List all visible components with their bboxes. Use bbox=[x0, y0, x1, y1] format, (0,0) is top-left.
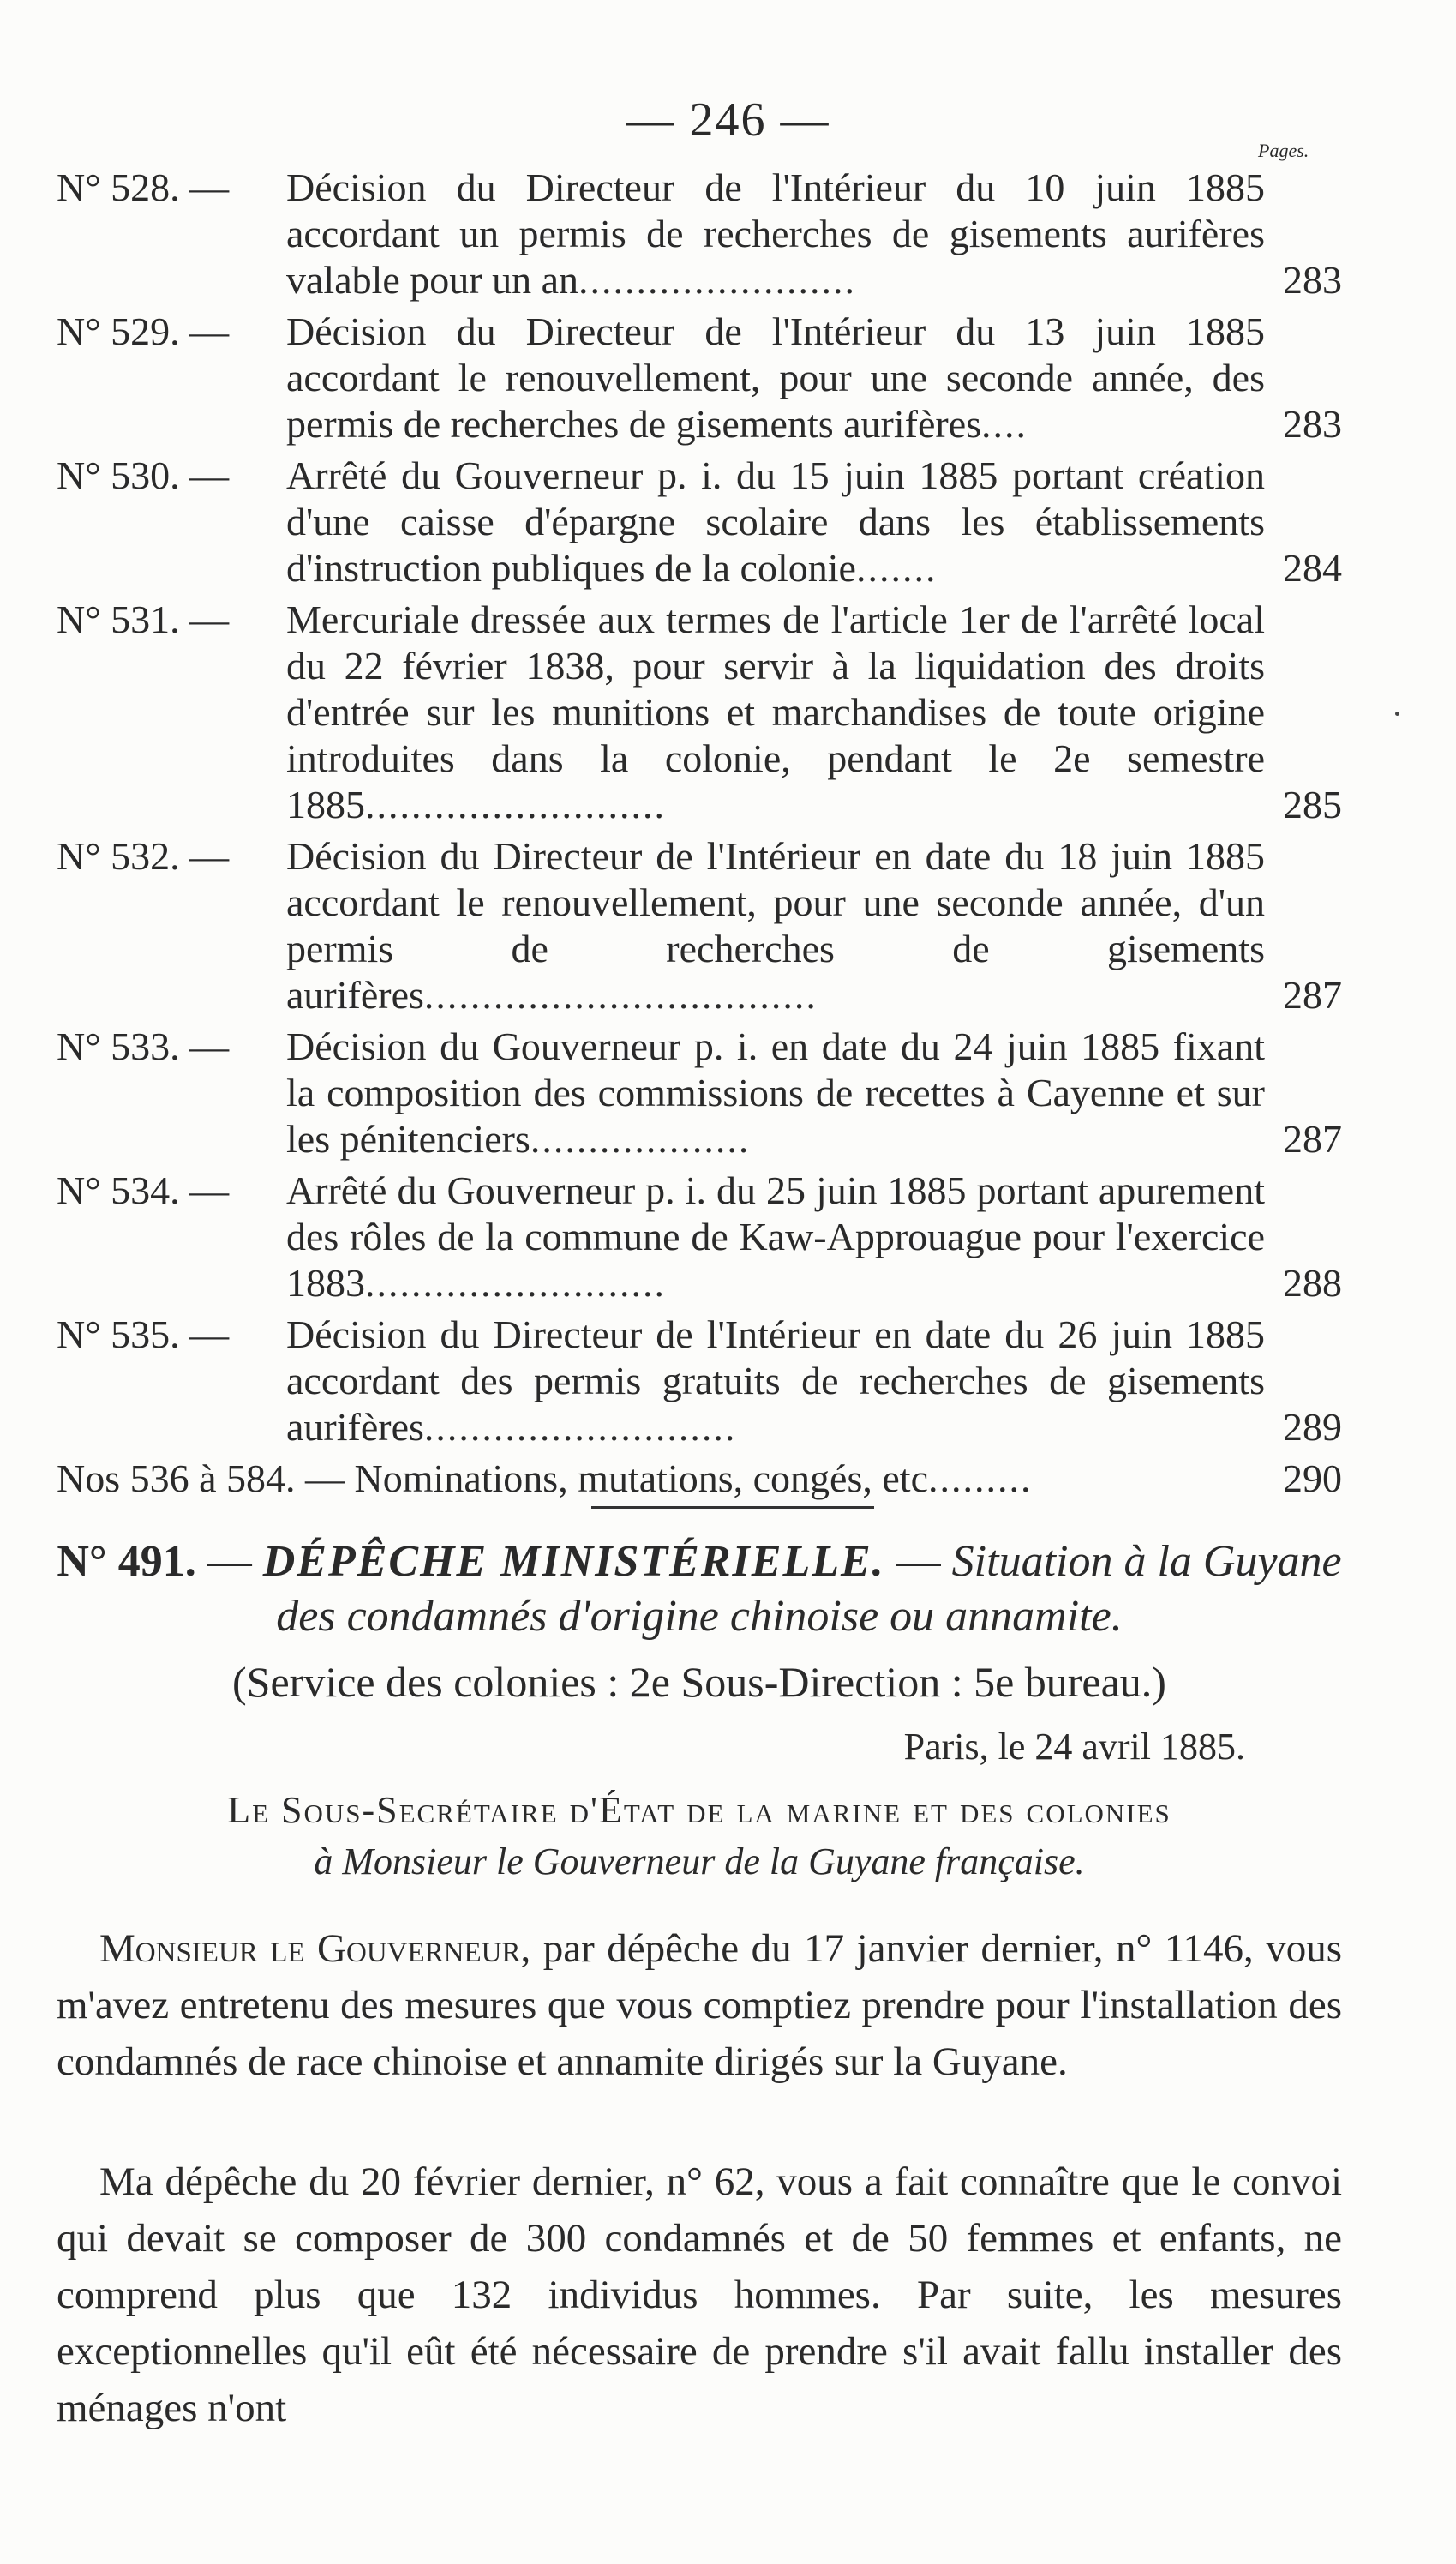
toc-entry-text: Arrêté du Gouverneur p. i. du 15 juin 1885 portant création d'une caisse d'épargne scolaire dans les établissements d'instruction publiques de la colonie bbox=[286, 453, 1265, 590]
dispatch-heading bbox=[57, 1534, 1342, 1644]
toc-entry-page: 284 bbox=[1283, 546, 1342, 590]
toc-entry-number: N° 532. — bbox=[57, 834, 230, 878]
toc-entry-leader: ......... bbox=[928, 1456, 1033, 1500]
toc-entry bbox=[57, 833, 1342, 1018]
toc-entry bbox=[57, 1024, 1342, 1162]
toc-entry-text: Décision du Gouverneur p. i. en date du 24 juin 1885 fixant la composition des commissions de recettes à Cayenne et sur les pénitenciers bbox=[286, 1024, 1265, 1161]
address-to: à Monsieur le Gouverneur de la Guyane française. bbox=[314, 1840, 1085, 1882]
address-block bbox=[57, 1785, 1342, 1888]
toc-entry-text: Nos 536 à 584. — Nominations, mutations, congés, etc bbox=[57, 1456, 928, 1500]
toc-entry-text: Décision du Directeur de l'Intérieur du 13 juin 1885 accordant le renouvellement, pour une seconde année, des permis de recherches de gisements aurifères bbox=[286, 309, 1265, 446]
page-folio: — 246 — bbox=[626, 93, 830, 147]
address-from: Le Sous-Secrétaire d'État de la marine et des colonies bbox=[227, 1789, 1171, 1831]
toc-entry-text: Décision du Directeur de l'Intérieur en date du 26 juin 1885 accordant des permis gratuits de recherches de gisements aurifères bbox=[286, 1312, 1265, 1449]
toc-entry-number: N° 531. — bbox=[57, 597, 230, 641]
dispatch-subject: Situation à la Guyane des condamnés d'origine chinoise ou annamite. bbox=[276, 1537, 1342, 1641]
toc-entry-page: 287 bbox=[1283, 973, 1342, 1017]
toc-entry bbox=[57, 1456, 1342, 1502]
toc-entry-page: 289 bbox=[1283, 1405, 1342, 1449]
body-paragraph bbox=[57, 1920, 1342, 2090]
dateline: Paris, le 24 avril 1885. bbox=[903, 1726, 1245, 1768]
toc-entry-number: N° 533. — bbox=[57, 1024, 230, 1068]
toc-entry bbox=[57, 1168, 1342, 1306]
toc-entry-leader: .................................. bbox=[423, 973, 818, 1017]
heading-dash: — bbox=[195, 1537, 263, 1586]
toc-entry-page: 288 bbox=[1283, 1261, 1342, 1305]
toc-entry bbox=[57, 309, 1342, 447]
toc-entry-number: N° 529. — bbox=[57, 309, 230, 353]
toc-entry-number: N° 530. — bbox=[57, 453, 230, 497]
toc-entry-page: 287 bbox=[1283, 1117, 1342, 1161]
toc-entry bbox=[57, 165, 1342, 303]
toc-entry-page: 283 bbox=[1283, 258, 1342, 302]
toc-entry bbox=[57, 453, 1342, 591]
toc-entry-text: Décision du Directeur de l'Intérieur en date du 18 juin 1885 accordant le renouvellement, pour une seconde année, d'un permis de recherches de gisements aurifères bbox=[286, 834, 1265, 1017]
service-line: (Service des colonies : 2e Sous-Direction : 5e bureau.) bbox=[232, 1658, 1166, 1706]
toc-entry-leader: ........................ bbox=[578, 258, 857, 302]
dispatch-title: DÉPÊCHE MINISTÉRIELLE. bbox=[262, 1537, 885, 1586]
toc-entry-leader: .... bbox=[981, 402, 1028, 446]
toc-entry-leader: .......................... bbox=[365, 783, 666, 826]
toc-entry-text: Arrêté du Gouverneur p. i. du 25 juin 1885 portant apurement des rôles de la commune de Kaw-Approuague pour l'exercice 1883 bbox=[286, 1168, 1265, 1305]
toc-entry-page: 285 bbox=[1283, 783, 1342, 826]
print-speck bbox=[1395, 712, 1399, 716]
toc-entry-number: N° 534. — bbox=[57, 1168, 230, 1212]
toc-entry-text: Mercuriale dressée aux termes de l'article 1er de l'arrêté local du 22 février 1838, pour servir à la liquidation des droits d'entrée sur les munitions et marchandises de toute origine introduites dans la colonie, pendant le 2e semestre 1885 bbox=[286, 597, 1265, 826]
section-divider bbox=[591, 1506, 874, 1509]
toc-entry-number: N° 528. — bbox=[57, 165, 230, 209]
dispatch-number: N° 491. bbox=[57, 1537, 196, 1586]
pages-column-label: Pages. bbox=[1258, 140, 1309, 161]
toc-entry-page: 290 bbox=[1283, 1456, 1342, 1500]
toc-entry-leader: ........................... bbox=[423, 1405, 737, 1449]
toc-entry-leader: ....... bbox=[855, 546, 938, 590]
toc-entry-page: 283 bbox=[1283, 402, 1342, 446]
paragraph-text: par dépêche du 17 janvier dernier, n° 1146, vous m'avez entretenu des mesures que vous comptiez prendre pour l'installation des condamnés de race chinoise et annamite dirigés sur la Guyane. bbox=[57, 1926, 1342, 2084]
toc-entry-leader: ................... bbox=[530, 1117, 751, 1161]
salutation: Monsieur le Gouverneur, bbox=[99, 1926, 531, 1971]
toc-entry-leader: .......................... bbox=[365, 1261, 666, 1305]
toc-entry bbox=[57, 1312, 1342, 1450]
heading-dash: — bbox=[884, 1537, 952, 1586]
table-of-contents bbox=[57, 165, 1342, 1507]
toc-entry-text: Décision du Directeur de l'Intérieur du 10 juin 1885 accordant un permis de recherches de gisements aurifères valable pour un an bbox=[286, 165, 1265, 302]
toc-entry bbox=[57, 597, 1342, 828]
toc-entry-number: N° 535. — bbox=[57, 1312, 230, 1356]
body-paragraph: Ma dépêche du 20 février dernier, n° 62, vous a fait connaître que le convoi qui devait se composer de 300 condamnés et de 50 femmes et enfants, ne comprend plus que 132 individus hommes. Par suite, les mesures exceptionnelles qu'il eût été nécessaire de prendre s'il avait fallu installer des ménages n'ont bbox=[57, 2159, 1342, 2430]
